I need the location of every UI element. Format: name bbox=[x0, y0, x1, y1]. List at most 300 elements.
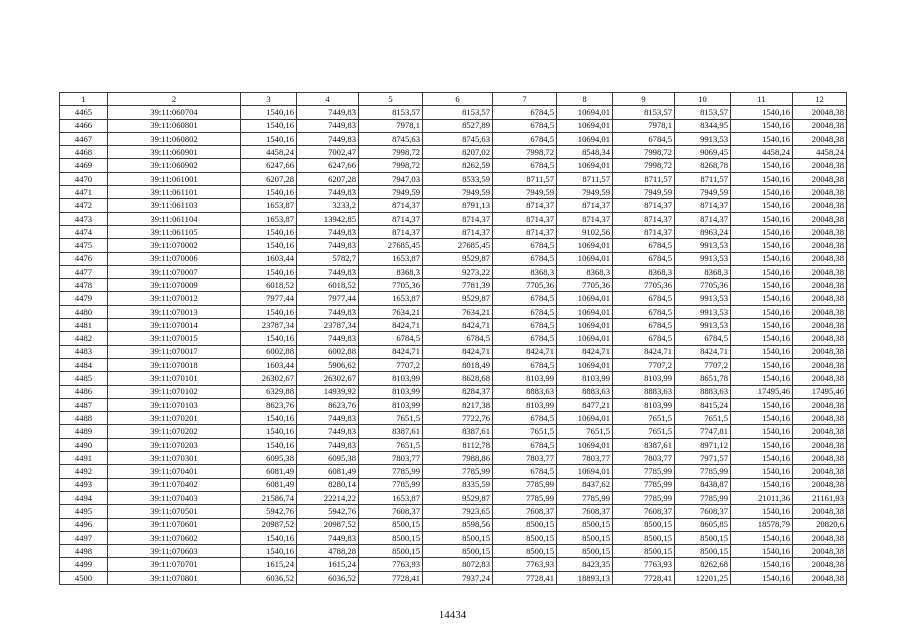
table-cell: 7449,83 bbox=[297, 332, 359, 345]
table-cell: 8605,85 bbox=[675, 518, 731, 531]
table-cell: 1540,16 bbox=[731, 558, 793, 571]
table-cell: 20048,38 bbox=[793, 545, 847, 558]
table-cell: 7707,2 bbox=[359, 358, 423, 371]
table-cell: 7803,77 bbox=[359, 452, 423, 465]
table-cell: 8711,57 bbox=[557, 172, 613, 185]
table-cell: 6018,52 bbox=[297, 279, 359, 292]
table-cell: 8500,15 bbox=[423, 531, 493, 544]
table-cell: 7449,83 bbox=[297, 265, 359, 278]
table-cell: 4458,24 bbox=[731, 146, 793, 159]
table-cell: 4500 bbox=[60, 571, 108, 584]
table-cell: 39:11:070801 bbox=[108, 571, 241, 584]
table-cell: 27685,45 bbox=[423, 239, 493, 252]
table-row bbox=[60, 345, 847, 358]
table-cell: 17495,46 bbox=[793, 385, 847, 398]
table-cell: 20820,6 bbox=[793, 518, 847, 531]
table-cell: 6247,66 bbox=[297, 159, 359, 172]
table-cell: 4470 bbox=[60, 172, 108, 185]
table-cell: 10694,01 bbox=[557, 159, 613, 172]
table-cell: 8714,37 bbox=[359, 212, 423, 225]
table-cell: 4468 bbox=[60, 146, 108, 159]
table-cell: 1540,16 bbox=[731, 412, 793, 425]
table-cell: 1653,87 bbox=[359, 292, 423, 305]
table-cell: 8883,63 bbox=[493, 385, 557, 398]
column-header-1: 1 bbox=[60, 93, 108, 106]
table-cell: 20048,38 bbox=[793, 119, 847, 132]
table-cell: 9529,87 bbox=[423, 252, 493, 265]
table-cell: 8153,57 bbox=[675, 106, 731, 119]
table-cell: 7705,36 bbox=[557, 279, 613, 292]
table-cell: 7449,83 bbox=[297, 412, 359, 425]
table-cell: 20987,52 bbox=[241, 518, 297, 531]
table-cell: 1653,87 bbox=[359, 252, 423, 265]
table-cell: 20048,38 bbox=[793, 425, 847, 438]
table-cell: 7949,59 bbox=[423, 186, 493, 199]
table-cell: 1540,16 bbox=[241, 545, 297, 558]
table-cell: 39:11:070007 bbox=[108, 265, 241, 278]
table-cell: 6784,5 bbox=[493, 106, 557, 119]
table-cell: 20048,38 bbox=[793, 452, 847, 465]
table-cell: 8623,76 bbox=[241, 398, 297, 411]
table-row bbox=[60, 518, 847, 531]
table-cell: 1540,16 bbox=[731, 345, 793, 358]
table-cell: 20048,38 bbox=[793, 358, 847, 371]
table-cell: 6036,52 bbox=[297, 571, 359, 584]
table-cell: 7707,2 bbox=[675, 358, 731, 371]
table-cell: 4476 bbox=[60, 252, 108, 265]
table-cell: 6784,5 bbox=[493, 412, 557, 425]
table-cell: 8500,15 bbox=[613, 545, 675, 558]
table-cell: 8262,68 bbox=[675, 558, 731, 571]
table-cell: 4466 bbox=[60, 119, 108, 132]
table-cell: 21586,74 bbox=[241, 491, 297, 504]
column-header-10: 10 bbox=[675, 93, 731, 106]
table-cell: 20048,38 bbox=[793, 292, 847, 305]
table-cell: 23787,34 bbox=[241, 319, 297, 332]
table-cell: 8548,34 bbox=[557, 146, 613, 159]
table-cell: 4487 bbox=[60, 398, 108, 411]
table-cell: 7608,37 bbox=[613, 505, 675, 518]
table-cell: 8262,59 bbox=[423, 159, 493, 172]
table-cell: 7998,72 bbox=[613, 159, 675, 172]
table-cell: 4475 bbox=[60, 239, 108, 252]
table-cell: 10694,01 bbox=[557, 239, 613, 252]
table-cell: 6784,5 bbox=[613, 252, 675, 265]
table-cell: 4485 bbox=[60, 372, 108, 385]
table-cell: 6081,49 bbox=[241, 465, 297, 478]
table-cell: 8207,02 bbox=[423, 146, 493, 159]
table-cell: 8368,3 bbox=[359, 265, 423, 278]
table-cell: 39:11:070301 bbox=[108, 452, 241, 465]
table-cell: 1540,16 bbox=[731, 425, 793, 438]
table-cell: 20048,38 bbox=[793, 372, 847, 385]
table-cell: 1540,16 bbox=[731, 505, 793, 518]
table-cell: 4474 bbox=[60, 225, 108, 238]
table-cell: 6784,5 bbox=[493, 305, 557, 318]
table-cell: 8963,24 bbox=[675, 225, 731, 238]
table-cell: 8477,21 bbox=[557, 398, 613, 411]
table-cell: 6784,5 bbox=[493, 438, 557, 451]
table-cell: 26302,67 bbox=[241, 372, 297, 385]
table-cell: 7449,83 bbox=[297, 106, 359, 119]
table-header bbox=[60, 93, 847, 106]
table-cell: 8103,99 bbox=[359, 385, 423, 398]
table-cell: 8714,37 bbox=[359, 199, 423, 212]
table-cell: 1540,16 bbox=[731, 319, 793, 332]
table-cell: 4471 bbox=[60, 186, 108, 199]
table-cell: 1653,87 bbox=[241, 199, 297, 212]
table-cell: 10694,01 bbox=[557, 358, 613, 371]
table-cell: 7763,93 bbox=[613, 558, 675, 571]
table-cell: 1540,16 bbox=[731, 252, 793, 265]
table-cell: 39:11:070201 bbox=[108, 412, 241, 425]
table-cell: 7728,41 bbox=[359, 571, 423, 584]
table-cell: 8500,15 bbox=[359, 518, 423, 531]
table-cell: 7998,72 bbox=[359, 159, 423, 172]
table-cell: 4492 bbox=[60, 465, 108, 478]
table-cell: 39:11:070102 bbox=[108, 385, 241, 398]
table-cell: 8714,37 bbox=[613, 225, 675, 238]
table-cell: 39:11:070603 bbox=[108, 545, 241, 558]
table-cell: 4495 bbox=[60, 505, 108, 518]
header-row bbox=[60, 93, 847, 106]
table-cell: 7803,77 bbox=[613, 452, 675, 465]
table-cell: 7449,83 bbox=[297, 239, 359, 252]
table-cell: 6081,49 bbox=[241, 478, 297, 491]
table-cell: 7705,36 bbox=[493, 279, 557, 292]
table-cell: 22214,22 bbox=[297, 491, 359, 504]
table-cell: 4491 bbox=[60, 452, 108, 465]
table-cell: 20048,38 bbox=[793, 398, 847, 411]
table-cell: 8598,56 bbox=[423, 518, 493, 531]
table-cell: 1540,16 bbox=[731, 305, 793, 318]
table-row bbox=[60, 319, 847, 332]
table-cell: 8437,62 bbox=[557, 478, 613, 491]
table-cell: 8280,14 bbox=[297, 478, 359, 491]
table-cell: 7785,99 bbox=[613, 465, 675, 478]
table-cell: 14939,92 bbox=[297, 385, 359, 398]
table-cell: 1540,16 bbox=[731, 106, 793, 119]
table-cell: 8745,63 bbox=[359, 132, 423, 145]
table-cell: 39:11:060901 bbox=[108, 146, 241, 159]
table-cell: 6329,88 bbox=[241, 385, 297, 398]
table-cell: 6095,38 bbox=[241, 452, 297, 465]
column-header-8: 8 bbox=[557, 93, 613, 106]
table-cell: 1540,16 bbox=[731, 398, 793, 411]
table-cell: 6247,66 bbox=[241, 159, 297, 172]
table-cell: 26302,67 bbox=[297, 372, 359, 385]
table-cell: 6784,5 bbox=[493, 132, 557, 145]
table-cell: 4480 bbox=[60, 305, 108, 318]
table-cell: 39:11:061001 bbox=[108, 172, 241, 185]
table-cell: 20048,38 bbox=[793, 199, 847, 212]
table-cell: 21161,93 bbox=[793, 491, 847, 504]
table-row bbox=[60, 186, 847, 199]
table-cell: 4499 bbox=[60, 558, 108, 571]
table-cell: 8424,71 bbox=[557, 345, 613, 358]
table-cell: 7949,59 bbox=[557, 186, 613, 199]
table-cell: 7449,83 bbox=[297, 132, 359, 145]
table-cell: 1540,16 bbox=[241, 305, 297, 318]
table-cell: 20048,38 bbox=[793, 465, 847, 478]
table-cell: 8500,15 bbox=[613, 518, 675, 531]
table-row bbox=[60, 146, 847, 159]
table-cell: 1540,16 bbox=[731, 239, 793, 252]
table-cell: 8500,15 bbox=[675, 531, 731, 544]
table-cell: 8533,59 bbox=[423, 172, 493, 185]
table-cell: 1540,16 bbox=[731, 265, 793, 278]
table-cell: 9102,56 bbox=[557, 225, 613, 238]
table-cell: 1540,16 bbox=[731, 212, 793, 225]
table-row bbox=[60, 531, 847, 544]
table-cell: 1540,16 bbox=[241, 106, 297, 119]
table-cell: 4478 bbox=[60, 279, 108, 292]
table-cell: 8335,59 bbox=[423, 478, 493, 491]
table-cell: 6784,5 bbox=[359, 332, 423, 345]
table-cell: 7988,86 bbox=[423, 452, 493, 465]
table-cell: 1540,16 bbox=[731, 199, 793, 212]
table-cell: 6002,88 bbox=[297, 345, 359, 358]
table-cell: 8711,57 bbox=[613, 172, 675, 185]
table-cell: 4494 bbox=[60, 491, 108, 504]
table-cell: 1540,16 bbox=[241, 412, 297, 425]
table-cell: 7449,83 bbox=[297, 119, 359, 132]
table-cell: 8714,37 bbox=[359, 225, 423, 238]
table-cell: 9913,53 bbox=[675, 132, 731, 145]
table-cell: 4484 bbox=[60, 358, 108, 371]
table-cell: 7785,99 bbox=[613, 491, 675, 504]
table-cell: 1540,16 bbox=[731, 571, 793, 584]
table-cell: 10694,01 bbox=[557, 412, 613, 425]
table-cell: 23787,34 bbox=[297, 319, 359, 332]
table-cell: 7978,1 bbox=[359, 119, 423, 132]
table-cell: 1603,44 bbox=[241, 358, 297, 371]
table-cell: 1540,16 bbox=[241, 239, 297, 252]
table-cell: 1540,16 bbox=[241, 265, 297, 278]
table-cell: 1540,16 bbox=[731, 292, 793, 305]
table-cell: 6784,5 bbox=[493, 332, 557, 345]
table-row bbox=[60, 265, 847, 278]
table-cell: 6784,5 bbox=[493, 119, 557, 132]
table-cell: 20048,38 bbox=[793, 531, 847, 544]
table-cell: 7449,83 bbox=[297, 438, 359, 451]
table-cell: 6784,5 bbox=[613, 239, 675, 252]
table-cell: 39:11:060801 bbox=[108, 119, 241, 132]
table-cell: 1540,16 bbox=[731, 279, 793, 292]
table-cell: 39:11:061103 bbox=[108, 199, 241, 212]
table-cell: 1540,16 bbox=[731, 225, 793, 238]
table-cell: 7785,99 bbox=[423, 465, 493, 478]
table-cell: 20048,38 bbox=[793, 132, 847, 145]
table-cell: 1540,16 bbox=[241, 438, 297, 451]
table-cell: 20048,38 bbox=[793, 186, 847, 199]
table-cell: 20048,38 bbox=[793, 212, 847, 225]
table-cell: 8714,37 bbox=[493, 212, 557, 225]
table-cell: 6784,5 bbox=[613, 292, 675, 305]
table-cell: 1540,16 bbox=[731, 545, 793, 558]
table-cell: 8500,15 bbox=[675, 545, 731, 558]
table-cell: 7449,83 bbox=[297, 186, 359, 199]
table-cell: 10694,01 bbox=[557, 252, 613, 265]
table-cell: 9913,53 bbox=[675, 252, 731, 265]
table-cell: 8438,87 bbox=[675, 478, 731, 491]
table-row bbox=[60, 119, 847, 132]
table-cell: 7998,72 bbox=[493, 146, 557, 159]
table-cell: 1615,24 bbox=[297, 558, 359, 571]
table-cell: 4458,24 bbox=[241, 146, 297, 159]
column-header-2: 2 bbox=[108, 93, 241, 106]
table-cell: 7998,72 bbox=[613, 146, 675, 159]
table-cell: 39:11:070101 bbox=[108, 372, 241, 385]
table-cell: 8500,15 bbox=[613, 531, 675, 544]
table-cell: 39:11:060902 bbox=[108, 159, 241, 172]
table-cell: 1540,16 bbox=[241, 186, 297, 199]
table-cell: 4479 bbox=[60, 292, 108, 305]
table-cell: 7705,36 bbox=[613, 279, 675, 292]
table-cell: 6784,5 bbox=[493, 358, 557, 371]
table-cell: 4483 bbox=[60, 345, 108, 358]
table-cell: 10694,01 bbox=[557, 319, 613, 332]
table-cell: 4481 bbox=[60, 319, 108, 332]
table-cell: 13942,85 bbox=[297, 212, 359, 225]
table-cell: 39:11:070701 bbox=[108, 558, 241, 571]
table-cell: 8791,13 bbox=[423, 199, 493, 212]
table-cell: 6018,52 bbox=[241, 279, 297, 292]
table-cell: 6784,5 bbox=[613, 332, 675, 345]
table-cell: 8711,57 bbox=[675, 172, 731, 185]
table-cell: 8103,99 bbox=[493, 372, 557, 385]
table-row bbox=[60, 225, 847, 238]
table-cell: 20048,38 bbox=[793, 505, 847, 518]
table-cell: 8103,99 bbox=[359, 372, 423, 385]
table-cell: 4497 bbox=[60, 531, 108, 544]
table-row bbox=[60, 438, 847, 451]
table-cell: 7785,99 bbox=[359, 478, 423, 491]
table-cell: 1540,16 bbox=[731, 159, 793, 172]
table-cell: 9913,53 bbox=[675, 292, 731, 305]
table-cell: 1540,16 bbox=[241, 119, 297, 132]
table-cell: 8714,37 bbox=[423, 225, 493, 238]
table-cell: 8714,37 bbox=[493, 225, 557, 238]
table-cell: 8714,37 bbox=[613, 212, 675, 225]
table-cell: 8500,15 bbox=[423, 545, 493, 558]
table-cell: 8153,57 bbox=[423, 106, 493, 119]
table-cell: 20048,38 bbox=[793, 345, 847, 358]
table-cell: 7002,47 bbox=[297, 146, 359, 159]
table-cell: 39:11:061101 bbox=[108, 186, 241, 199]
table-cell: 10694,01 bbox=[557, 132, 613, 145]
table-cell: 8387,61 bbox=[423, 425, 493, 438]
table-cell: 21011,36 bbox=[731, 491, 793, 504]
table-cell: 6784,5 bbox=[423, 332, 493, 345]
table-row bbox=[60, 505, 847, 518]
table-cell: 20048,38 bbox=[793, 239, 847, 252]
table-cell: 8103,99 bbox=[493, 398, 557, 411]
table-row bbox=[60, 358, 847, 371]
table-cell: 8714,37 bbox=[493, 199, 557, 212]
table-cell: 1540,16 bbox=[731, 332, 793, 345]
table-cell: 7705,36 bbox=[359, 279, 423, 292]
table-cell: 4473 bbox=[60, 212, 108, 225]
table-cell: 20048,38 bbox=[793, 571, 847, 584]
table-cell: 1653,87 bbox=[359, 491, 423, 504]
table-row bbox=[60, 385, 847, 398]
table-cell: 7785,99 bbox=[359, 465, 423, 478]
table-cell: 39:11:070002 bbox=[108, 239, 241, 252]
table-cell: 7781,39 bbox=[423, 279, 493, 292]
table-cell: 7971,57 bbox=[675, 452, 731, 465]
table-cell: 7785,99 bbox=[613, 478, 675, 491]
table-cell: 7763,93 bbox=[359, 558, 423, 571]
table-cell: 7803,77 bbox=[557, 452, 613, 465]
table-cell: 8423,35 bbox=[557, 558, 613, 571]
table-cell: 8424,71 bbox=[613, 345, 675, 358]
table-cell: 5942,76 bbox=[297, 505, 359, 518]
table-cell: 8500,15 bbox=[359, 531, 423, 544]
table-cell: 7998,72 bbox=[359, 146, 423, 159]
table-cell: 8714,37 bbox=[675, 212, 731, 225]
table-cell: 39:11:070203 bbox=[108, 438, 241, 451]
table-cell: 6784,5 bbox=[493, 239, 557, 252]
table-row bbox=[60, 305, 847, 318]
table-cell: 1540,16 bbox=[731, 132, 793, 145]
table-cell: 10694,01 bbox=[557, 305, 613, 318]
table-cell: 6784,5 bbox=[613, 132, 675, 145]
table-cell: 6207,28 bbox=[297, 172, 359, 185]
table-cell: 1540,16 bbox=[731, 186, 793, 199]
table-cell: 7634,21 bbox=[359, 305, 423, 318]
table-cell: 39:11:060802 bbox=[108, 132, 241, 145]
table-cell: 8284,37 bbox=[423, 385, 493, 398]
table-cell: 20048,38 bbox=[793, 319, 847, 332]
table-cell: 10694,01 bbox=[557, 106, 613, 119]
table-cell: 8500,15 bbox=[493, 545, 557, 558]
table-cell: 1540,16 bbox=[241, 332, 297, 345]
column-header-4: 4 bbox=[297, 93, 359, 106]
table-cell: 6784,5 bbox=[493, 159, 557, 172]
table-cell: 8527,89 bbox=[423, 119, 493, 132]
table-cell: 7707,2 bbox=[613, 358, 675, 371]
table-cell: 7651,5 bbox=[359, 438, 423, 451]
table-cell: 1540,16 bbox=[731, 452, 793, 465]
table-cell: 10694,01 bbox=[557, 332, 613, 345]
table-cell: 1540,16 bbox=[241, 425, 297, 438]
table-cell: 7728,41 bbox=[493, 571, 557, 584]
table-cell: 8424,71 bbox=[359, 319, 423, 332]
table-cell: 39:11:061104 bbox=[108, 212, 241, 225]
table-cell: 8424,71 bbox=[493, 345, 557, 358]
table-cell: 7947,03 bbox=[359, 172, 423, 185]
table-cell: 3233,2 bbox=[297, 199, 359, 212]
table-row bbox=[60, 199, 847, 212]
table-cell: 20987,52 bbox=[297, 518, 359, 531]
table-cell: 8500,15 bbox=[493, 531, 557, 544]
table-cell: 7785,99 bbox=[675, 491, 731, 504]
table-cell: 6784,5 bbox=[493, 465, 557, 478]
table-cell: 39:11:070601 bbox=[108, 518, 241, 531]
table-cell: 8500,15 bbox=[557, 545, 613, 558]
table-cell: 8153,57 bbox=[613, 106, 675, 119]
table-cell: 8714,37 bbox=[613, 199, 675, 212]
table-cell: 20048,38 bbox=[793, 412, 847, 425]
table-cell: 7449,83 bbox=[297, 531, 359, 544]
table-cell: 9913,53 bbox=[675, 305, 731, 318]
table-cell: 39:11:070602 bbox=[108, 531, 241, 544]
table-cell: 1653,87 bbox=[241, 212, 297, 225]
table-cell: 20048,38 bbox=[793, 558, 847, 571]
table-body bbox=[60, 106, 847, 585]
table-cell: 39:11:070013 bbox=[108, 305, 241, 318]
